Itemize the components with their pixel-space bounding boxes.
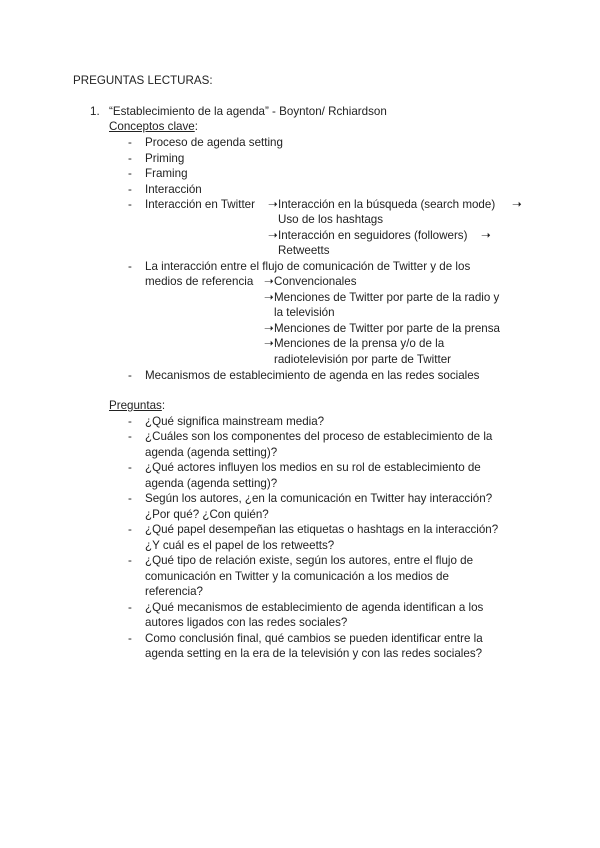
question-item: ¿Por qué? ¿Con quién? — [145, 508, 269, 521]
bullet-dash: - — [128, 415, 132, 428]
question-item: ¿Qué significa mainstream media? — [145, 415, 325, 428]
bullet-dash: - — [128, 601, 132, 614]
bullet-dash: - — [128, 461, 132, 474]
preguntas-heading: Preguntas: — [109, 399, 166, 412]
question-item: ¿Cuáles son los componentes del proceso de establecimiento de la — [145, 430, 493, 443]
question-item: ¿Y cuál es el papel de los retweetts? — [145, 539, 335, 552]
arrow-icon: ➝ — [268, 229, 278, 242]
bullet-dash: - — [128, 492, 132, 505]
arrow-icon: ➝ — [268, 198, 278, 211]
concept-subitem: Menciones de Twitter por parte de la radio y — [274, 291, 500, 304]
question-item: comunicación en Twitter y la comunicación a los medios de — [145, 570, 449, 583]
concept-subitem: Interacción en la búsqueda (search mode) — [278, 198, 496, 211]
question-item: ¿Qué mecanismos de establecimiento de agenda identifican a los — [145, 601, 484, 614]
arrow-icon: ➝ — [512, 198, 522, 211]
bullet-dash: - — [128, 632, 132, 645]
bullet-dash: - — [128, 183, 132, 196]
concept-item: Proceso de agenda setting — [145, 136, 283, 149]
bullet-dash: - — [128, 369, 132, 382]
concept-subitem: radiotelevisión por parte de Twitter — [274, 353, 452, 366]
concept-item: Framing — [145, 167, 188, 180]
concept-subitem: la televisión — [274, 306, 335, 319]
question-item: agenda (agenda setting)? — [145, 477, 278, 490]
bullet-dash: - — [128, 430, 132, 443]
arrow-icon: ➝ — [264, 275, 274, 288]
concept-item: La interacción entre el flujo de comunicación de Twitter y de los — [145, 260, 471, 273]
concept-item: Mecanismos de establecimiento de agenda en las redes sociales — [145, 369, 480, 382]
concept-item: Interacción — [145, 183, 202, 196]
bullet-dash: - — [128, 260, 132, 273]
concept-subitem: Menciones de Twitter por parte de la prensa — [274, 322, 500, 335]
bullet-dash: - — [128, 167, 132, 180]
question-item: ¿Qué papel desempeñan las etiquetas o hashtags en la interacción? — [145, 523, 499, 536]
question-item: Según los autores, ¿en la comunicación en Twitter hay interacción? — [145, 492, 493, 505]
bullet-dash: - — [128, 152, 132, 165]
question-item: agenda setting en la era de la televisión y con las redes sociales? — [145, 647, 483, 660]
bullet-dash: - — [128, 554, 132, 567]
question-item: ¿Qué actores influyen los medios en su rol de establecimiento de — [145, 461, 481, 474]
concept-subitem: Menciones de la prensa y/o de la — [274, 337, 445, 350]
arrow-icon: ➝ — [481, 229, 491, 242]
concept-subitem: Convencionales — [274, 275, 357, 288]
item-number: 1. — [90, 105, 100, 118]
bullet-dash: - — [128, 198, 132, 211]
arrow-icon: ➝ — [264, 322, 274, 335]
bullet-dash: - — [128, 136, 132, 149]
item-title: “Establecimiento de la agenda” - Boynton/ Rchiardson — [109, 105, 387, 118]
concept-item: Interacción en Twitter — [145, 198, 255, 211]
question-item: Como conclusión final, qué cambios se pueden identificar entre la — [145, 632, 483, 645]
bullet-dash: - — [128, 523, 132, 536]
doc-title: PREGUNTAS LECTURAS: — [73, 74, 213, 87]
conceptos-heading: Conceptos clave: — [109, 120, 198, 133]
question-item: autores ligados con las redes sociales? — [145, 616, 348, 629]
concept-item: Priming — [145, 152, 185, 165]
question-item: referencia? — [145, 585, 204, 598]
concept-item: medios de referencia — [145, 275, 254, 288]
arrow-icon: ➝ — [264, 291, 274, 304]
arrow-icon: ➝ — [264, 337, 274, 350]
concept-subitem: Retweetts — [278, 244, 330, 257]
question-item: ¿Qué tipo de relación existe, según los autores, entre el flujo de — [145, 554, 474, 567]
concept-subitem: Uso de los hashtags — [278, 213, 384, 226]
concept-subitem: Interacción en seguidores (followers) — [278, 229, 468, 242]
question-item: agenda (agenda setting)? — [145, 446, 278, 459]
